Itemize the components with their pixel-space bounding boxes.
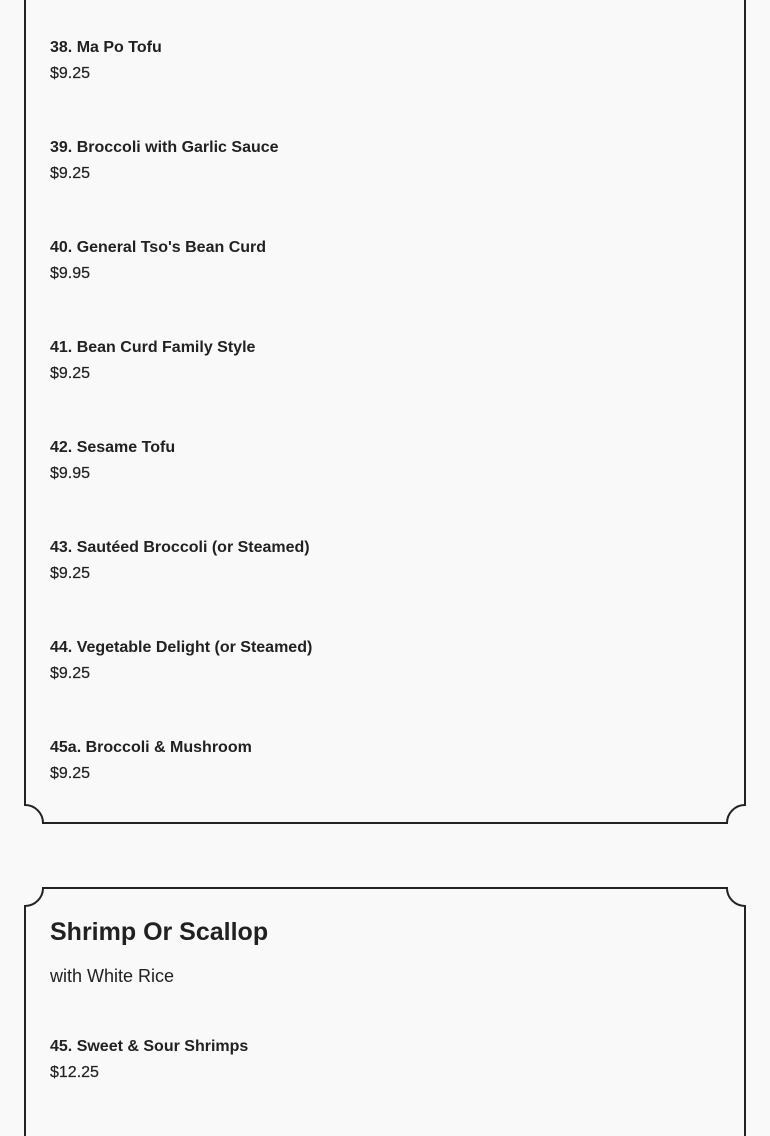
menu-item-name: 39. Broccoli with Garlic Sauce bbox=[50, 139, 279, 156]
menu-item-name: 42. Sesame Tofu bbox=[50, 439, 176, 456]
menu-item[interactable] bbox=[50, 338, 255, 384]
menu-item-name: 45a. Broccoli & Mushroom bbox=[50, 739, 252, 756]
menu-item-name: 43. Sautéed Broccoli (or Steamed) bbox=[50, 539, 310, 556]
menu-item[interactable] bbox=[50, 38, 162, 84]
menu-item[interactable] bbox=[50, 138, 279, 184]
menu-item[interactable] bbox=[50, 1037, 248, 1083]
menu-item-name: 41. Bean Curd Family Style bbox=[50, 339, 256, 356]
menu-item-price: $9.25 bbox=[50, 365, 91, 382]
menu-item-price: $9.95 bbox=[50, 465, 91, 482]
menu-item[interactable] bbox=[50, 638, 312, 684]
menu-item-price: $9.25 bbox=[50, 165, 91, 182]
menu-item-price: $12.25 bbox=[50, 1064, 99, 1081]
menu-item[interactable] bbox=[50, 238, 266, 284]
menu-item-price: $9.95 bbox=[50, 265, 91, 282]
menu-item-name: 44. Vegetable Delight (or Steamed) bbox=[50, 639, 313, 656]
menu-item-name: 38. Ma Po Tofu bbox=[50, 39, 162, 56]
section-subtitle: with White Rice bbox=[50, 966, 175, 986]
menu-item-price: $9.25 bbox=[50, 565, 91, 582]
menu-item-price: $9.25 bbox=[50, 665, 91, 682]
menu-item[interactable] bbox=[50, 438, 175, 484]
menu-item[interactable] bbox=[50, 538, 310, 584]
section-title: Shrimp Or Scallop bbox=[50, 918, 269, 946]
menu-item-price: $9.25 bbox=[50, 765, 91, 782]
menu-item-name: 40. General Tso's Bean Curd bbox=[50, 239, 267, 256]
menu-item-price: $9.25 bbox=[50, 65, 91, 82]
menu-item-name: 45. Sweet & Sour Shrimps bbox=[50, 1038, 249, 1055]
menu-item[interactable] bbox=[50, 738, 252, 784]
